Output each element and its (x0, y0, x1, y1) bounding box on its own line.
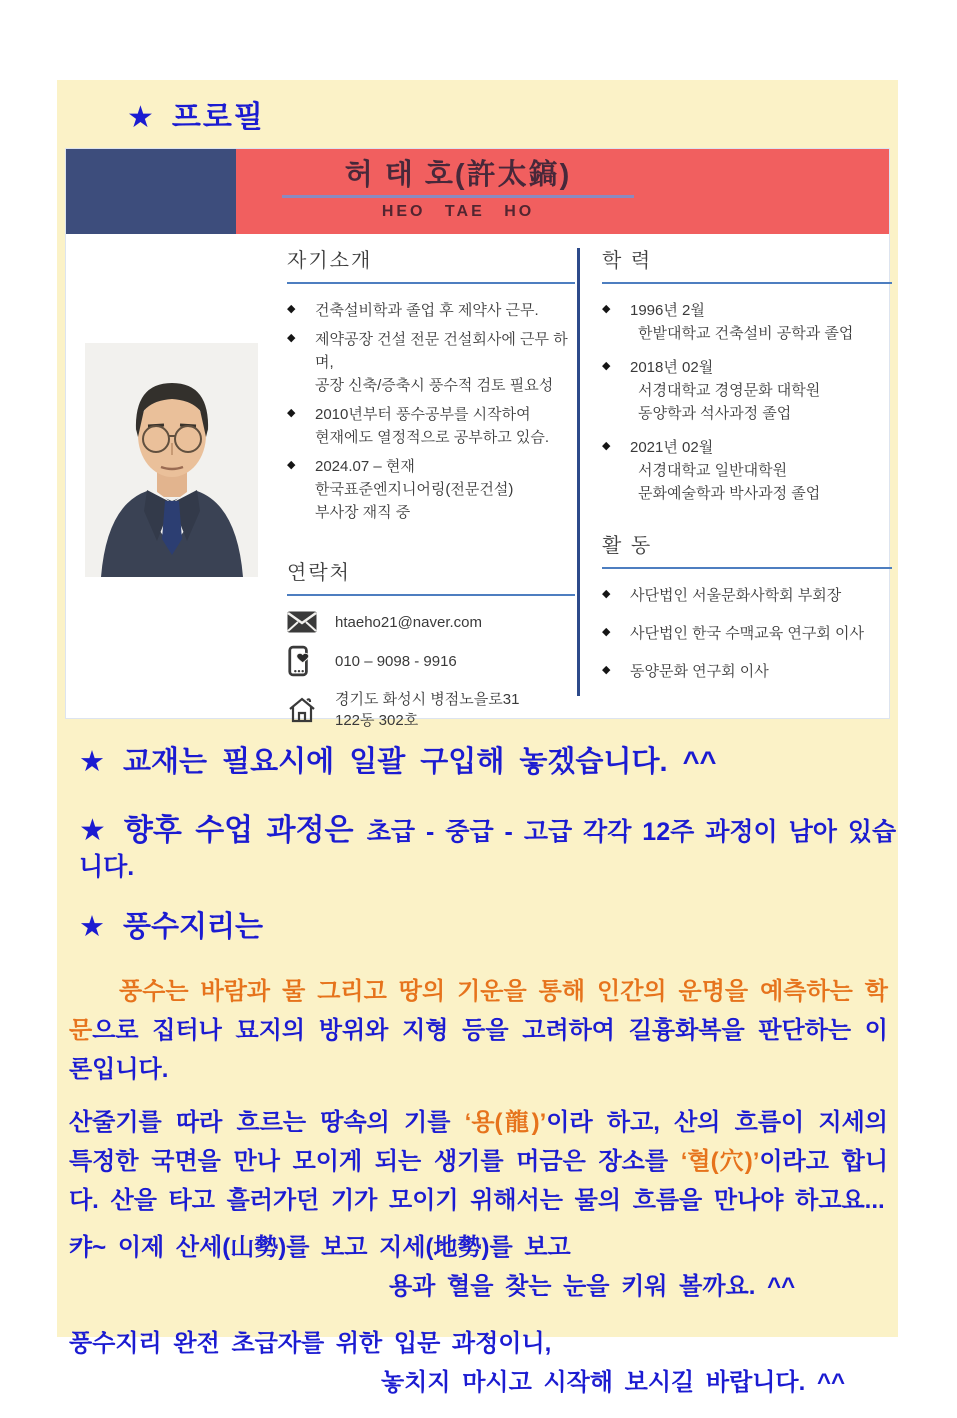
diamond-bullet-icon: ◆ (287, 407, 296, 419)
paragraph-invitation: 캬~ 이제 산세(山勢)를 보고 지세(地勢)를 보고 용과 혈을 찾는 눈을 키워 볼까요. ^^ (69, 1233, 796, 1300)
person-name: 허 태 호(許太鎬) (344, 159, 572, 191)
about-item: ◆ 건축설비학과 졸업 후 제약사 근무. (287, 299, 575, 322)
contact-address-row (287, 689, 575, 731)
education-section-rule (602, 282, 892, 284)
diamond-bullet-icon: ◆ (602, 588, 611, 600)
diamond-bullet-icon: ◆ (287, 303, 296, 315)
paragraph-yong-hyeol: 산줄기를 따라 흐르는 땅속의 기를 ‘용(龍)’이라 하고, 산의 흐름이 지세의 특정한 국면을 만나 모이게 되는 생기를 머금은 장소를 ‘혈(穴)’이라고 합니다. 산을 타고 흘러가던 기가 모이기 위해서는 물의 흐름을 만나야 하고요... (69, 1108, 889, 1214)
diamond-bullet-icon: ◆ (602, 626, 611, 638)
phone-value: 010 – 9098 - 9916 (335, 652, 457, 670)
header-red-block (236, 149, 889, 234)
star-icon: ★ (127, 101, 156, 134)
diamond-bullet-icon: ◆ (287, 332, 296, 344)
contact-phone-row (287, 645, 575, 677)
activities-section-title: 활 동 (602, 535, 653, 557)
activity-item: ◆ 사단법인 한국 수맥교육 연구회 이사 (602, 622, 892, 645)
content-panel (57, 80, 898, 1396)
diamond-bullet-icon: ◆ (602, 440, 611, 452)
term-yong: ‘용(龍)’ (464, 1108, 547, 1136)
announcement-textbooks: ★ 교재는 필요시에 일괄 구입해 놓겠습니다. ^^ (79, 746, 717, 778)
paragraph-closing: 풍수지리 완전 초급자를 위한 입문 과정이니, 놓치지 마시고 시작해 보시길 바랍니다. ^^ (69, 1329, 845, 1396)
portrait-illustration (85, 343, 258, 577)
activities-section (602, 529, 892, 683)
education-activities-column (602, 244, 892, 698)
about-item: ◆ 제약공장 건설 전문 건설회사에 근무 하며, 공장 신축/증축시 풍수적 검토 필요성 (287, 328, 575, 397)
portrait-photo (85, 343, 258, 577)
contact-section (287, 556, 575, 731)
diamond-bullet-icon: ◆ (287, 459, 296, 471)
announcement-pungsu-heading: ★ 풍수지리는 (79, 911, 264, 944)
education-list (602, 299, 892, 505)
star-icon: ★ (79, 746, 105, 778)
contact-email-row (287, 611, 575, 633)
smartphone-heart-icon (287, 645, 335, 677)
contact-section-title: 연락처 (287, 562, 351, 584)
name-block (282, 157, 634, 221)
profile-card-body (66, 234, 889, 729)
paragraph-definition: 풍수는 바람과 물 그리고 땅의 기운을 통해 인간의 운명을 예측하는 학문으로 집터나 묘지의 방위와 지형 등을 고려하여 길흉화복을 판단하는 이론입니다. (69, 977, 888, 1083)
profile-card-header (66, 149, 889, 234)
email-value: htaeho21@naver.com (335, 613, 482, 631)
about-list (287, 299, 575, 524)
header-navy-block (66, 149, 236, 234)
page-title-label: 프로필 (171, 101, 265, 134)
about-item: ◆ 2010년부터 풍수공부를 시작하여 현재에도 열정적으로 공부하고 있슴. (287, 403, 575, 449)
announcement-courses: ★ 향후 수업 과정은 초급 - 중급 - 고급 각각 12주 과정이 남아 있습니다. (79, 814, 897, 881)
education-item: ◆ 1996년 2월 한밭대학교 건축설비 공학과 졸업 (602, 299, 892, 345)
about-section-rule (287, 282, 575, 284)
home-icon (287, 696, 335, 724)
person-name-romanized: HEO TAE HO (381, 203, 535, 220)
column-divider (577, 248, 580, 696)
diamond-bullet-icon: ◆ (602, 303, 611, 315)
diamond-bullet-icon: ◆ (602, 360, 611, 372)
address-value: 경기도 화성시 병점노을로31 122동 302호 (335, 691, 520, 729)
envelope-icon (287, 611, 335, 633)
activities-section-rule (602, 567, 892, 569)
education-section-title: 학 력 (602, 250, 653, 272)
page-title (127, 100, 898, 135)
diamond-bullet-icon: ◆ (602, 664, 611, 676)
about-contact-column (287, 244, 575, 743)
activity-item: ◆ 사단법인 서울문화사학회 부회장 (602, 584, 892, 607)
contact-section-rule (287, 594, 575, 596)
education-item: ◆ 2021년 02월 서경대학교 일반대학원 문화예술학과 박사과정 졸업 (602, 436, 892, 505)
about-section-title: 자기소개 (287, 250, 373, 272)
education-item: ◆ 2018년 02월 서경대학교 경영문화 대학원 동양학과 석사과정 졸업 (602, 356, 892, 425)
about-item: ◆ 2024.07 – 현재 한국표준엔지니어링(전문건설) 부사장 재직 중 (287, 455, 575, 524)
activities-list (602, 584, 892, 683)
star-icon: ★ (79, 911, 105, 944)
profile-card (65, 148, 890, 729)
term-hyeol: ‘혈(穴)’ (680, 1147, 760, 1175)
highlight-orange: 풍수는 바람과 물 그리고 땅의 기운을 통해 인간의 운명을 예측하는 학문 (69, 977, 888, 1044)
activity-item: ◆ 동양문화 연구회 이사 (602, 660, 892, 683)
star-icon: ★ (79, 814, 106, 848)
name-underline (282, 195, 634, 198)
